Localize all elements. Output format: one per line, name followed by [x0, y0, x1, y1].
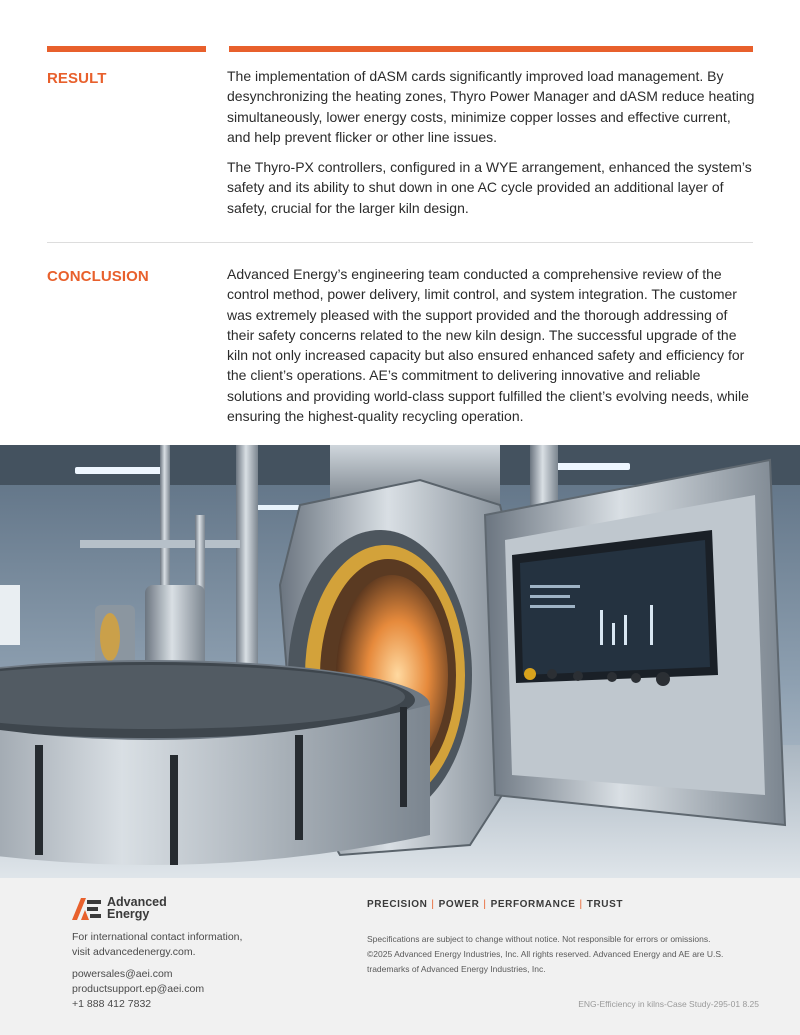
logo-line-2: Energy	[107, 907, 150, 921]
logo-text	[107, 896, 167, 920]
result-heading: RESULT	[47, 70, 107, 87]
accent-rule-right	[229, 46, 753, 52]
sales-email[interactable]: powersales@aei.com	[72, 968, 173, 980]
tagline-separator: |	[431, 899, 435, 910]
tagline-precision: PRECISION	[367, 899, 428, 910]
contact-intro-line-1: For international contact information,	[72, 931, 243, 943]
result-paragraph-2: The Thyro-PX controllers, configured in a WYE arrangement, enhanced the system’s safety and its ability to shut down in one AC cycle provided an additional layer of safety, crucial for the larger kiln design.	[227, 159, 752, 216]
tagline-separator: |	[483, 899, 487, 910]
contact-intro-line-2[interactable]: visit advancedenergy.com.	[72, 946, 196, 958]
tagline-trust: TRUST	[586, 899, 624, 910]
result-paragraph-1: The implementation of dASM cards significantly improved load management. By desynchronizing the heating zones, Thyro Power Manager and dASM reduce heating simultaneously, lower energy costs, minimize copper losses and effective current, and help prevent flicker or other line issues.	[227, 68, 755, 145]
kiln-photo	[0, 445, 800, 878]
conclusion-body	[227, 264, 755, 436]
legal-line-2: ©2025 Advanced Energy Industries, Inc. All rights reserved. Advanced Energy and AE are U.S. trademarks of Advanced Energy Industries, Inc.	[367, 949, 724, 974]
brand-tagline	[367, 899, 623, 910]
conclusion-heading: CONCLUSION	[47, 268, 149, 285]
contact-info	[72, 930, 332, 1012]
accent-rule-left	[47, 46, 206, 52]
conclusion-paragraph: Advanced Energy’s engineering team conducted a comprehensive review of the control method, power delivery, limit control, and system integration. The customer was extremely pleased with the support provided and the thorough addressing of their safety concerns related to the new kiln design. The successful upgrade of the kiln not only increased capacity but also ensured enhanced safety and efficiency for the client’s operations. AE’s commitment to delivering innovative and reliable solutions and providing world-class support fulfilled the client’s evolving needs, while ensuring the highest-quality recycling operation.	[227, 266, 749, 425]
tagline-power: POWER	[438, 899, 480, 910]
ae-logo-mark-icon	[72, 898, 102, 920]
legal-line-1: Specifications are subject to change without notice. Not responsible for errors or omissions.	[367, 934, 711, 944]
tagline-separator: |	[579, 899, 583, 910]
logo-line-1: Advanced	[107, 895, 167, 909]
section-divider	[47, 242, 753, 243]
legal-notice	[367, 932, 767, 977]
footer	[0, 878, 800, 1035]
document-code: ENG-Efficiency in kilns-Case Study-295-01 8.25	[578, 999, 759, 1009]
advanced-energy-logo[interactable]	[72, 895, 182, 922]
phone-number[interactable]: +1 888 412 7832	[72, 998, 152, 1010]
result-body	[227, 66, 755, 228]
tagline-performance: PERFORMANCE	[490, 899, 576, 910]
support-email[interactable]: productsupport.ep@aei.com	[72, 983, 205, 995]
